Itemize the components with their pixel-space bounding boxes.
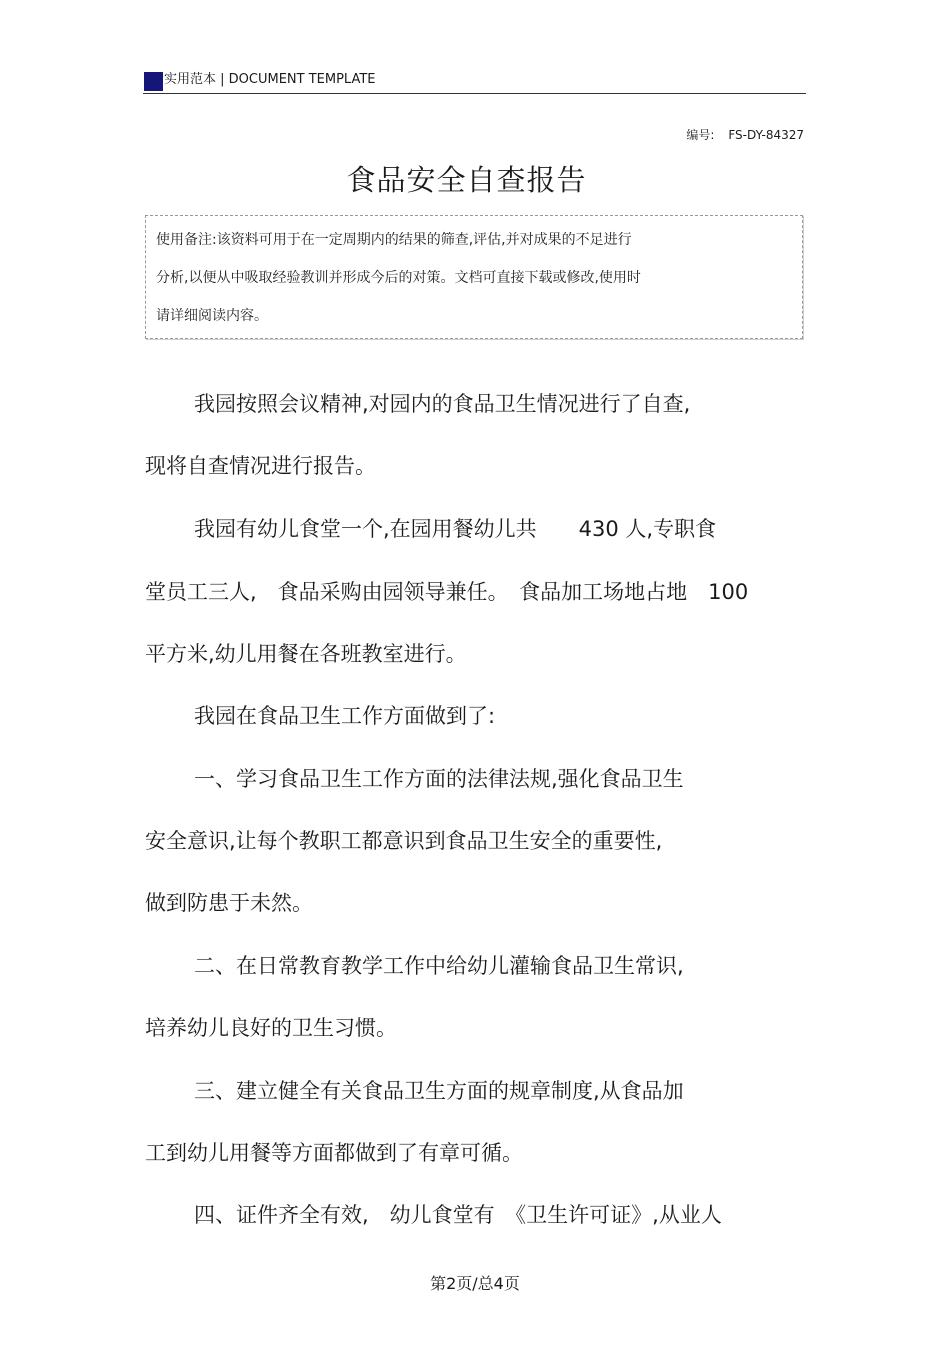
- page-footer: 第2页/总4页: [430, 1274, 520, 1293]
- usage-note-line: 使用备注:该资料可用于在一定周期内的结果的筛查,评估,并对成果的不足进行: [156, 232, 632, 248]
- header-text: 实用范本 | DOCUMENT TEMPLATE: [164, 72, 376, 87]
- document-number-value: FS-DY-84327: [728, 128, 804, 142]
- body-line: 二、在日常教育教学工作中给幼儿灌输食品卫生常识,: [194, 954, 684, 978]
- body-line: 我园在食品卫生工作方面做到了:: [194, 704, 496, 728]
- body-line: 三、建立健全有关食品卫生方面的规章制度,从食品加: [194, 1079, 684, 1103]
- body-line: 平方米,幼儿用餐在各班教室进行。: [145, 642, 467, 666]
- document-number-label: 编号:: [686, 128, 715, 142]
- usage-note-line: 请详细阅读内容。: [156, 308, 268, 324]
- usage-note-line: 分析,以便从中吸取经验教训并形成今后的对策。文档可直接下载或修改,使用时: [156, 270, 641, 286]
- body-line: 我园有幼儿食堂一个,在园用餐幼儿共 430 人,专职食: [194, 517, 717, 541]
- body-line: 培养幼儿良好的卫生习惯。: [145, 1016, 397, 1040]
- header-logo-square: [144, 72, 163, 91]
- body-line: 现将自查情况进行报告。: [145, 454, 376, 478]
- body-line: 做到防患于未然。: [145, 891, 313, 915]
- body-line: 四、证件齐全有效, 幼儿食堂有 《卫生许可证》,从业人: [194, 1203, 722, 1227]
- usage-note-box: [145, 215, 803, 339]
- body-line: 我园按照会议精神,对园内的食品卫生情况进行了自查,: [194, 392, 691, 416]
- body-line: 一、学习食品卫生工作方面的法律法规,强化食品卫生: [194, 767, 684, 791]
- document-title: 食品安全自查报告: [346, 163, 587, 197]
- page-header: [143, 68, 806, 94]
- body-line: 堂员工三人, 食品采购由园领导兼任。 食品加工场地占地 100: [145, 580, 749, 604]
- body-line: 安全意识,让每个教职工都意识到食品卫生安全的重要性,: [145, 829, 663, 853]
- body-line: 工到幼儿用餐等方面都做到了有章可循。: [145, 1141, 523, 1165]
- document-number: [686, 127, 804, 143]
